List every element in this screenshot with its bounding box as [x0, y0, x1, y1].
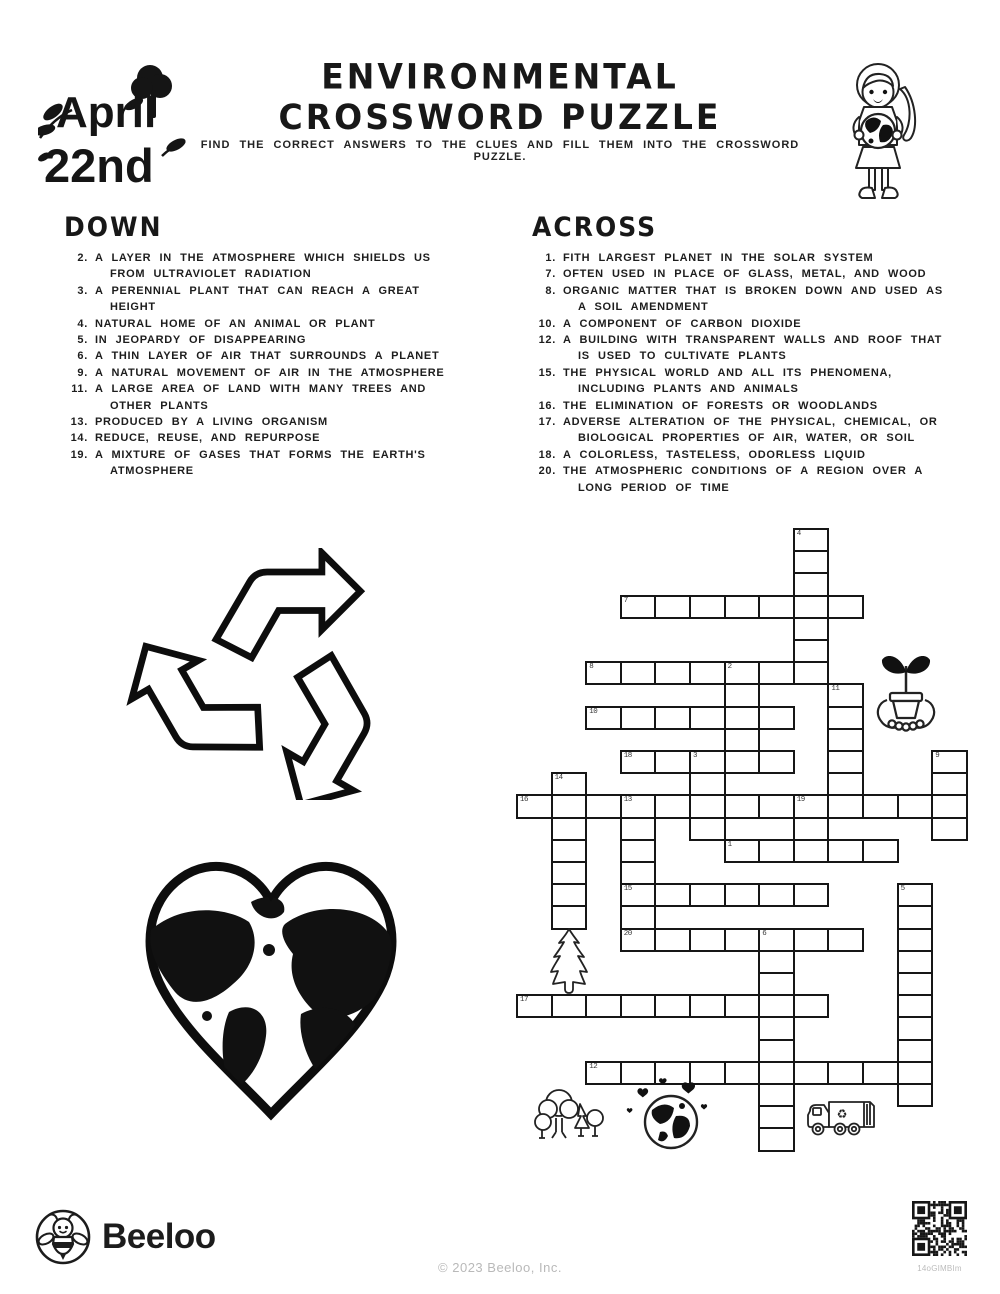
clue-text: ORGANIC MATTER THAT IS BROKEN DOWN AND USED AS A SOIL AMENDMENT: [563, 284, 943, 314]
cell-number: 15: [623, 885, 632, 894]
cell-number: 7: [623, 596, 628, 605]
crossword-cell[interactable]: [758, 706, 795, 730]
crossword-cell[interactable]: [585, 1061, 622, 1085]
clue-item: [532, 283, 994, 316]
clue-text: A BUILDING WITH TRANSPARENT WALLS AND ROOF THAT IS USED TO CULTIVATE PLANTS: [563, 334, 943, 363]
clue-number: 19.: [70, 448, 88, 461]
crossword-cell[interactable]: [793, 572, 830, 596]
clue-number: 2.: [77, 252, 88, 264]
crossword-cell[interactable]: [620, 994, 657, 1018]
clue-item: [64, 381, 516, 414]
crossword-cell[interactable]: [931, 817, 968, 841]
crossword-cell[interactable]: [793, 839, 830, 863]
crossword-cell[interactable]: [654, 661, 691, 685]
crossword-cell[interactable]: [758, 972, 795, 996]
crossword-cell[interactable]: [827, 839, 864, 863]
clue-text: THE ATMOSPHERIC CONDITIONS OF A REGION OVER A LONG PERIOD OF TIME: [563, 465, 923, 494]
clue-text: A COMPONENT OF CARBON DIOXIDE: [563, 317, 802, 330]
crossword-cell[interactable]: [689, 706, 726, 730]
crossword-cell[interactable]: [793, 817, 830, 841]
crossword-cell[interactable]: [897, 905, 934, 929]
clue-item: [532, 250, 994, 266]
crossword-cell[interactable]: [689, 928, 726, 952]
crossword-cell[interactable]: [724, 706, 761, 730]
crossword-cell[interactable]: [585, 706, 622, 730]
cell-number: 2: [727, 663, 732, 672]
crossword-cell[interactable]: [897, 994, 934, 1018]
crossword-cell[interactable]: [620, 794, 657, 818]
crossword-cell[interactable]: [551, 817, 588, 841]
crossword-cell[interactable]: [793, 883, 830, 907]
crossword-cell[interactable]: [551, 772, 588, 796]
crossword-cell[interactable]: [551, 883, 588, 907]
clue-item: [64, 414, 516, 430]
clue-number: 9.: [77, 366, 88, 379]
trees-icon: [532, 1088, 604, 1142]
brand-name: Beeloo: [102, 1217, 216, 1256]
crossword-cell[interactable]: [827, 683, 864, 707]
crossword-cell[interactable]: [654, 595, 691, 619]
crossword-grid: [516, 528, 971, 1154]
crossword-cell[interactable]: [897, 1039, 934, 1063]
clue-item: [64, 447, 516, 480]
crossword-cell[interactable]: [724, 750, 761, 774]
crossword-cell[interactable]: [551, 994, 588, 1018]
crossword-cell[interactable]: [620, 750, 657, 774]
crossword-cell[interactable]: [758, 1105, 795, 1129]
crossword-cell[interactable]: [897, 1083, 934, 1107]
crossword-cell[interactable]: [689, 994, 726, 1018]
clue-item: [532, 463, 994, 496]
crossword-cell[interactable]: [689, 750, 726, 774]
clue-number: 20.: [538, 465, 556, 478]
crossword-cell[interactable]: [585, 794, 622, 818]
crossword-cell[interactable]: [897, 883, 934, 907]
clue-item: [64, 283, 516, 316]
clue-number: 4.: [77, 317, 88, 330]
crossword-cell[interactable]: [827, 772, 864, 796]
crossword-cell[interactable]: [827, 750, 864, 774]
crossword-cell[interactable]: [862, 839, 899, 863]
april-22-logo: [38, 56, 198, 206]
crossword-cell[interactable]: [827, 595, 864, 619]
crossword-cell[interactable]: [758, 839, 795, 863]
crossword-cell[interactable]: [585, 661, 622, 685]
date-22nd: 22nd: [44, 139, 154, 192]
cell-number: 12: [589, 1062, 598, 1071]
copyright-text: © 2023 Beeloo, Inc.: [438, 1260, 562, 1275]
crossword-cell[interactable]: [654, 994, 691, 1018]
crossword-cell[interactable]: [862, 1061, 899, 1085]
crossword-cell[interactable]: [758, 661, 795, 685]
clue-number: 15.: [538, 366, 556, 379]
crossword-cell[interactable]: [724, 595, 761, 619]
brand-footer: [34, 1208, 216, 1266]
page-subtitle: FIND THE CORRECT ANSWERS TO THE CLUES AND FILL THEM INTO THE CROSSWORD PUZZLE.: [200, 139, 800, 163]
crossword-cell[interactable]: [793, 528, 830, 552]
clue-number: 16.: [538, 399, 556, 412]
clue-number: 12.: [538, 334, 556, 347]
earth-hearts-icon: [624, 1076, 716, 1152]
clue-number: 11.: [71, 383, 88, 396]
crossword-cell[interactable]: [620, 661, 657, 685]
clue-text: FITH LARGEST PLANET IN THE SOLAR SYSTEM: [563, 252, 874, 264]
crossword-cell[interactable]: [620, 861, 657, 885]
crossword-cell[interactable]: [516, 994, 553, 1018]
recycle-symbol-illustration: [124, 548, 414, 800]
clue-item: [64, 316, 516, 332]
clue-number: 17.: [538, 416, 556, 429]
clue-text: A NATURAL MOVEMENT OF AIR IN THE ATMOSPHERE: [95, 366, 445, 379]
heart-earth-illustration: [133, 850, 409, 1142]
clue-text: A PERENNIAL PLANT THAT CAN REACH A GREAT HEIGHT: [95, 284, 420, 314]
crossword-cell[interactable]: [931, 794, 968, 818]
clue-text: ADVERSE ALTERATION OF THE PHYSICAL, CHEMICAL, OR BIOLOGICAL PROPERTIES OF AIR, WATER, OR SOIL: [563, 416, 938, 445]
crossword-cell[interactable]: [862, 794, 899, 818]
crossword-cell[interactable]: [620, 839, 657, 863]
crossword-cell[interactable]: [724, 928, 761, 952]
crossword-cell[interactable]: [689, 883, 726, 907]
pine-tree-icon: [546, 926, 592, 996]
crossword-cell[interactable]: [793, 1061, 830, 1085]
clue-text: THE ELIMINATION OF FORESTS OR WOODLANDS: [563, 399, 878, 412]
clue-number: 10.: [538, 317, 556, 330]
clue-text: A LAYER IN THE ATMOSPHERE WHICH SHIELDS US FROM ULTRAVIOLET RADIATION: [95, 252, 431, 281]
crossword-cell[interactable]: [654, 706, 691, 730]
crossword-cell[interactable]: [516, 794, 553, 818]
crossword-cell[interactable]: [793, 595, 830, 619]
crossword-cell[interactable]: [827, 928, 864, 952]
crossword-cell[interactable]: [758, 950, 795, 974]
crossword-cell[interactable]: [689, 794, 726, 818]
crossword-cell[interactable]: [654, 750, 691, 774]
cell-number: 6: [762, 929, 767, 938]
across-clue-list: [532, 250, 994, 496]
crossword-cell[interactable]: [758, 794, 795, 818]
down-section: [64, 212, 516, 480]
garbage-truck-icon: [804, 1094, 884, 1140]
cell-number: 17: [520, 996, 529, 1005]
crossword-cell[interactable]: [758, 1039, 795, 1063]
clue-item: [532, 365, 994, 398]
clue-text: IN JEOPARDY OF DISAPPEARING: [95, 334, 307, 347]
cell-number: 16: [520, 796, 529, 805]
clue-number: 14.: [70, 432, 88, 445]
clue-number: 8.: [545, 284, 556, 297]
cell-number: 5: [900, 885, 905, 894]
cell-number: 19: [796, 796, 805, 805]
cell-number: 20: [623, 929, 632, 938]
crossword-cell[interactable]: [931, 772, 968, 796]
clue-item: [64, 332, 516, 348]
clue-item: [64, 430, 516, 446]
crossword-cell[interactable]: [654, 794, 691, 818]
clue-number: 18.: [538, 448, 556, 461]
crossword-cell[interactable]: [551, 794, 588, 818]
date-april: April: [56, 88, 157, 137]
clue-number: 1.: [545, 252, 556, 264]
qr-code: [912, 1201, 967, 1256]
clue-item: [64, 250, 516, 283]
qr-block: [911, 1201, 968, 1273]
crossword-cell[interactable]: [758, 1061, 795, 1085]
svg-text:♻: ♻: [836, 1107, 848, 1121]
crossword-cell[interactable]: [793, 928, 830, 952]
crossword-cell[interactable]: [724, 683, 761, 707]
girl-holding-earth-illustration: [842, 55, 918, 203]
crossword-cell[interactable]: [551, 861, 588, 885]
crossword-cell[interactable]: [724, 728, 761, 752]
crossword-cell[interactable]: [724, 794, 761, 818]
crossword-cell[interactable]: [827, 794, 864, 818]
crossword-cell[interactable]: [897, 794, 934, 818]
clue-text: A COLORLESS, TASTELESS, ODORLESS LIQUID: [563, 448, 866, 461]
clue-item: [532, 316, 994, 332]
crossword-cell[interactable]: [758, 595, 795, 619]
clue-item: [64, 348, 516, 364]
cell-number: 11: [831, 685, 840, 694]
cell-number: 8: [589, 663, 594, 672]
crossword-cell[interactable]: [793, 794, 830, 818]
crossword-cell[interactable]: [793, 550, 830, 574]
clue-text: A MIXTURE OF GASES THAT FORMS THE EARTH'S ATMOSPHERE: [95, 448, 426, 478]
across-heading: ACROSS: [532, 212, 658, 243]
clue-item: [64, 365, 516, 381]
crossword-cell[interactable]: [620, 905, 657, 929]
crossword-cell[interactable]: [897, 972, 934, 996]
cell-number: 1: [727, 840, 732, 849]
crossword-cell[interactable]: [689, 661, 726, 685]
crossword-cell[interactable]: [758, 1083, 795, 1107]
clue-text: A THIN LAYER OF AIR THAT SURROUNDS A PLANET: [95, 350, 440, 363]
crossword-cell[interactable]: [758, 883, 795, 907]
crossword-cell[interactable]: [758, 1127, 795, 1151]
cell-number: 14: [554, 774, 563, 783]
clue-number: 3.: [77, 284, 88, 297]
clue-number: 7.: [545, 268, 556, 281]
clue-item: [532, 266, 994, 282]
crossword-cell[interactable]: [724, 661, 761, 685]
clue-number: 5.: [77, 334, 88, 347]
qr-caption: 14oGIMBIm: [917, 1264, 962, 1273]
cell-number: 10: [589, 707, 598, 716]
down-clue-list: [64, 250, 516, 480]
cell-number: 9: [935, 752, 940, 760]
crossword-cell[interactable]: [931, 750, 968, 774]
cell-number: 18: [623, 752, 632, 760]
crossword-cell[interactable]: [827, 706, 864, 730]
clue-item: [532, 398, 994, 414]
clue-text: NATURAL HOME OF AN ANIMAL OR PLANT: [95, 317, 376, 330]
crossword-cell[interactable]: [827, 1061, 864, 1085]
crossword-cell[interactable]: [724, 994, 761, 1018]
crossword-cell[interactable]: [551, 839, 588, 863]
crossword-cell[interactable]: [724, 839, 761, 863]
crossword-cell[interactable]: [620, 928, 657, 952]
crossword-cell[interactable]: [758, 750, 795, 774]
crossword-cell[interactable]: [689, 817, 726, 841]
plant-in-hands-icon: [875, 650, 937, 738]
clue-item: [532, 447, 994, 463]
crossword-cell[interactable]: [620, 595, 657, 619]
across-section: [532, 212, 994, 496]
crossword-cell[interactable]: [758, 928, 795, 952]
cell-number: 3: [693, 752, 698, 760]
crossword-cell[interactable]: [897, 950, 934, 974]
crossword-cell[interactable]: [793, 661, 830, 685]
clue-text: OFTEN USED IN PLACE OF GLASS, METAL, AND WOOD: [563, 268, 927, 281]
down-heading: DOWN: [64, 212, 163, 243]
cell-number: 13: [623, 796, 632, 805]
crossword-cell[interactable]: [654, 883, 691, 907]
bee-logo-icon: [34, 1208, 92, 1266]
crossword-cell[interactable]: [585, 994, 622, 1018]
crossword-cell[interactable]: [620, 883, 657, 907]
clue-number: 6.: [77, 350, 88, 363]
clue-text: THE PHYSICAL WORLD AND ALL ITS PHENOMENA, INCLUDING PLANTS AND ANIMALS: [563, 366, 892, 396]
crossword-cell[interactable]: [793, 994, 830, 1018]
crossword-cell[interactable]: [793, 639, 830, 663]
crossword-cell[interactable]: [620, 817, 657, 841]
crossword-cell[interactable]: [897, 1061, 934, 1085]
crossword-cell[interactable]: [620, 706, 657, 730]
clue-item: [532, 414, 994, 447]
crossword-cell[interactable]: [654, 928, 691, 952]
crossword-cell[interactable]: [827, 728, 864, 752]
cell-number: 4: [796, 530, 801, 538]
crossword-cell[interactable]: [758, 994, 795, 1018]
page-title: ENVIRONMENTAL CROSSWORD PUZZLE: [278, 56, 722, 138]
clue-item: [532, 332, 994, 365]
crossword-cell[interactable]: [897, 1016, 934, 1040]
clue-text: PRODUCED BY A LIVING ORGANISM: [95, 416, 328, 429]
clue-text: REDUCE, REUSE, AND REPURPOSE: [95, 432, 321, 445]
clue-number: 13.: [70, 416, 88, 429]
crossword-cell[interactable]: [724, 1061, 761, 1085]
crossword-cell[interactable]: [689, 772, 726, 796]
crossword-cell[interactable]: [793, 617, 830, 641]
crossword-cell[interactable]: [897, 928, 934, 952]
crossword-cell[interactable]: [758, 1016, 795, 1040]
crossword-cell[interactable]: [724, 883, 761, 907]
crossword-cell[interactable]: [689, 595, 726, 619]
clue-text: A LARGE AREA OF LAND WITH MANY TREES AND OTHER PLANTS: [95, 383, 427, 412]
